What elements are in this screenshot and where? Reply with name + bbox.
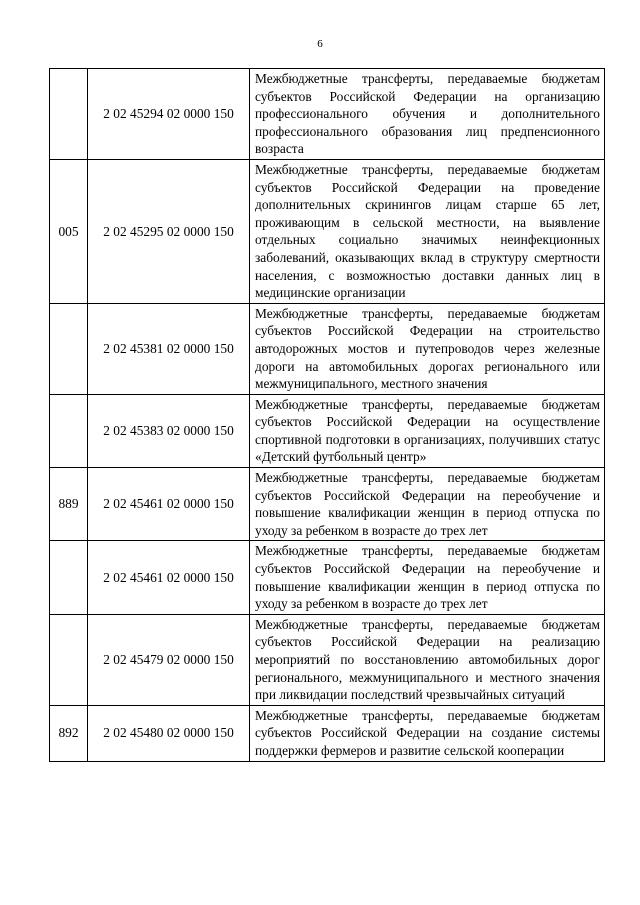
admin-code-cell: 005 — [50, 159, 88, 303]
revenue-code-cell: 2 02 45480 02 0000 150 — [88, 705, 250, 761]
page-number: 6 — [317, 38, 323, 50]
table-row — [50, 705, 605, 761]
table-row — [50, 541, 605, 614]
revenue-code-cell: 2 02 45479 02 0000 150 — [88, 614, 250, 705]
description-cell: Межбюджетные трансферты, передаваемые бюджетам субъектов Российской Федерации на переобучение и повышение квалификации женщин в период отпуска по уходу за ребенком в возрасте до трех лет — [250, 468, 605, 541]
admin-code-cell — [50, 614, 88, 705]
revenue-code-cell: 2 02 45461 02 0000 150 — [88, 468, 250, 541]
admin-code-cell: 892 — [50, 705, 88, 761]
revenue-code-cell: 2 02 45294 02 0000 150 — [88, 69, 250, 160]
revenue-code-cell: 2 02 45461 02 0000 150 — [88, 541, 250, 614]
table-row — [50, 468, 605, 541]
table-row — [50, 394, 605, 467]
admin-code-cell — [50, 303, 88, 394]
admin-code-cell — [50, 69, 88, 160]
description-cell: Межбюджетные трансферты, передаваемые бюджетам субъектов Российской Федерации на организацию профессионального обучения и дополнительного профессионального образования лиц предпенсионного возраста — [250, 69, 605, 160]
description-cell: Межбюджетные трансферты, передаваемые бюджетам субъектов Российской Федерации на переобучение и повышение квалификации женщин в период отпуска по уходу за ребенком в возрасте до трех лет — [250, 541, 605, 614]
description-cell: Межбюджетные трансферты, передаваемые бюджетам субъектов Российской Федерации на проведение дополнительных скринингов лицам старше 65 лет, проживающим в сельской местности, на выявление отдельных социально значимых неинфекционных заболеваний, оказывающих вклад в структуру смертности населения, с возможностью доставки данных лиц в медицинские организации — [250, 159, 605, 303]
description-cell: Межбюджетные трансферты, передаваемые бюджетам субъектов Российской Федерации на строительство автодорожных мостов и путепроводов через железные дороги на автомобильных дорогах регионального или межмуниципального, местного значения — [250, 303, 605, 394]
revenue-code-cell: 2 02 45381 02 0000 150 — [88, 303, 250, 394]
table-row — [50, 303, 605, 394]
description-cell: Межбюджетные трансферты, передаваемые бюджетам субъектов Российской Федерации на создание системы поддержки фермеров и развитие сельской кооперации — [250, 705, 605, 761]
table-row — [50, 69, 605, 160]
budget-classification-table — [49, 68, 605, 762]
admin-code-cell — [50, 394, 88, 467]
table-row — [50, 614, 605, 705]
admin-code-cell — [50, 541, 88, 614]
revenue-code-cell: 2 02 45295 02 0000 150 — [88, 159, 250, 303]
revenue-code-cell: 2 02 45383 02 0000 150 — [88, 394, 250, 467]
table-row — [50, 159, 605, 303]
description-cell: Межбюджетные трансферты, передаваемые бюджетам субъектов Российской Федерации на реализацию мероприятий по восстановлению автомобильных дорог регионального, межмуниципального и местного значения при ликвидации последствий чрезвычайных ситуаций — [250, 614, 605, 705]
admin-code-cell: 889 — [50, 468, 88, 541]
description-cell: Межбюджетные трансферты, передаваемые бюджетам субъектов Российской Федерации на осуществление спортивной подготовки в организациях, получивших статус «Детский футбольный центр» — [250, 394, 605, 467]
